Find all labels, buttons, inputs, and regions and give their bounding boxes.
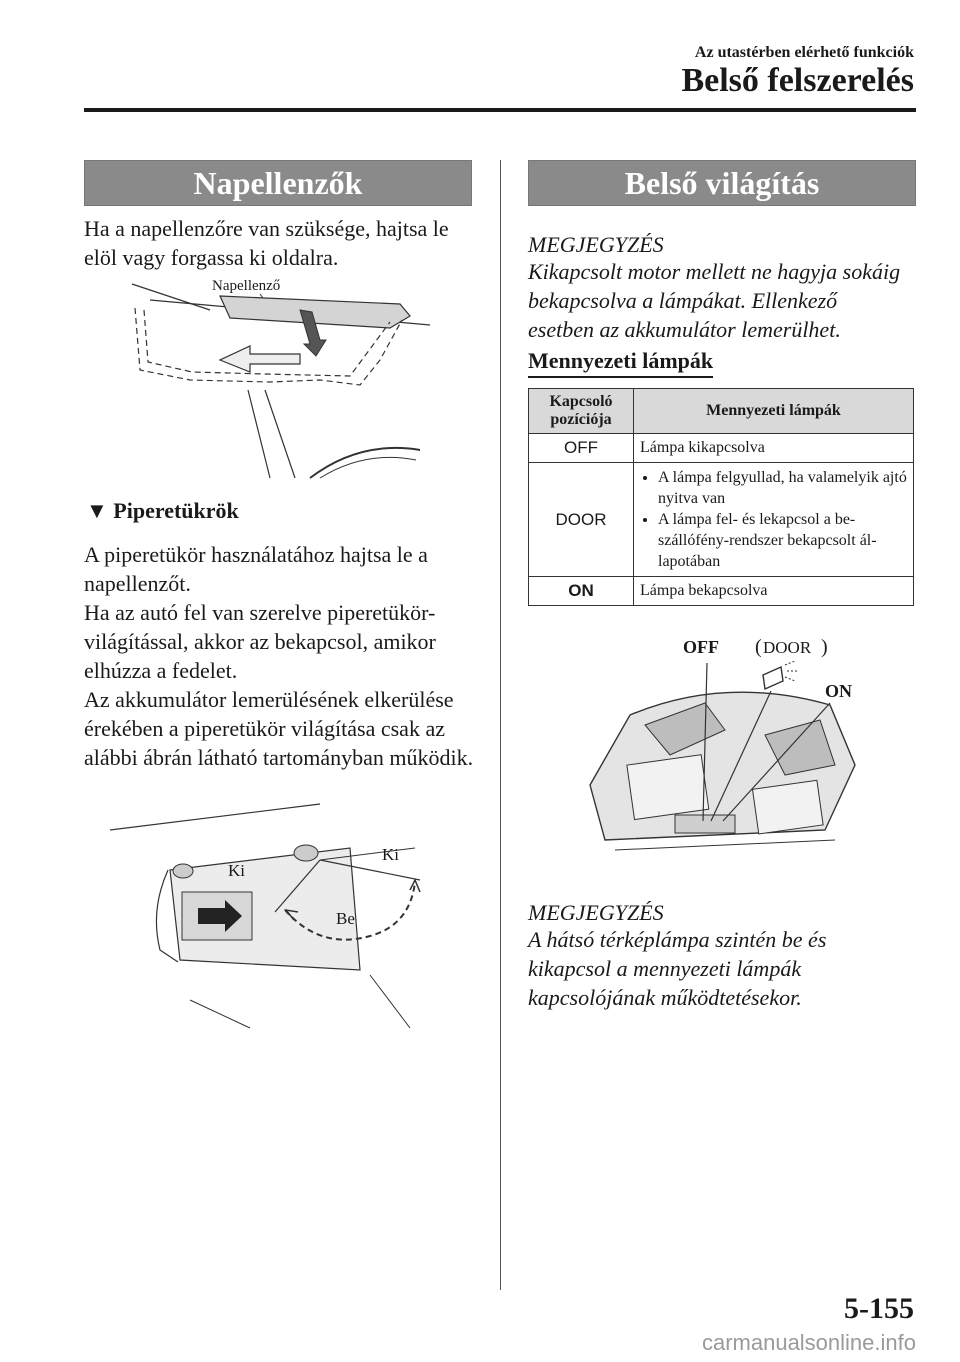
column-divider (500, 160, 501, 1290)
section-title-napellenzok: Napellenzők (84, 160, 472, 206)
lamp-state-text: Lámpa bekapcsolva (634, 577, 914, 606)
vanity-mirror-illustration (110, 800, 440, 1030)
note1-text: Kikapcsolt motor mellett ne hagyja sokáig bekapcsolva a lámpákat. Ellenkező esetben az akkumulátor lemerülhet. (528, 259, 901, 342)
table-col-header-position: Kapcsoló pozíciója (529, 389, 634, 434)
vanity-para-1: A piperetükör használatához hajtsa le a napellenzőt. (84, 542, 428, 596)
console-label-on: ON (825, 681, 852, 701)
note2-heading: MEGJEGYZÉS (528, 900, 664, 925)
table-row (529, 463, 914, 577)
table-row (529, 434, 914, 463)
sunvisor-intro: Ha a napellenzőre van szüksége, hajtsa le elöl vagy forgassa ki oldalra. (84, 216, 449, 270)
chapter-subtitle: Az utastérben elérhető funkciók (694, 44, 914, 61)
note1-heading: MEGJEGYZÉS (528, 232, 664, 257)
switch-position-door: DOOR (529, 463, 634, 577)
lamp-state-text: Lámpa kikapcsolva (634, 434, 914, 463)
subsection-heading (86, 498, 239, 524)
mirror-label-ki-right: Ki (382, 845, 399, 864)
table-row (529, 577, 914, 606)
list-item: • A lámpa fel- és lekapcsol a be-szállófény-rendszer bekapcsolt ál-lapotában (658, 509, 907, 572)
mirror-label-be: Be (336, 909, 355, 928)
sunvisor-figure-label: Napellenző (212, 278, 281, 294)
sunvisor-illustration (120, 270, 440, 480)
mirror-label-ki-left: Ki (228, 861, 245, 880)
page-number: 5-155 (844, 1292, 914, 1325)
table-header-row (529, 389, 914, 434)
triangle-marker-icon: ▼ (86, 498, 108, 523)
svg-text:): ) (821, 636, 828, 658)
switch-position-off: OFF (529, 434, 634, 463)
section-title-belso-vilagitas: Belső világítás (528, 160, 916, 206)
overhead-console-illustration (575, 625, 875, 875)
header-rule (84, 108, 916, 112)
ceiling-lamps-table (528, 388, 914, 606)
switch-position-on: ON (529, 577, 634, 606)
watermark: carmanualsonline.info (701, 1330, 916, 1355)
table-col-header-lamps: Mennyezeti lámpák (634, 389, 914, 434)
vanity-para-3: Az akkumulátor lemerülésének elkerülése érekében a piperetükör világítása csak az alábbi ábrán látható tartományban működik. (84, 687, 474, 770)
chapter-title: Belső felszerelés (681, 62, 914, 99)
door-lamp-icon (763, 661, 799, 689)
console-label-door: DOOR (763, 638, 812, 657)
console-label-off: OFF (683, 637, 719, 657)
lamp-state-list (634, 463, 914, 577)
note2-text: A hátsó térképlámpa szintén be és kikapcsol a mennyezeti lámpák kapcsolójának működtetésekor. (528, 927, 827, 1010)
vanity-para-2: Ha az autó fel van szerelve piperetükör-világítással, akkor az bekapcsol, amikor elhúzza a fedelet. (84, 600, 436, 683)
list-item: • A lámpa felgyullad, ha valamelyik ajtó nyitva van (658, 467, 907, 509)
ceiling-lamps-heading: Mennyezeti lámpák (528, 348, 713, 374)
svg-text:(: ( (755, 636, 762, 658)
subsection-title: Piperetükrök (113, 498, 239, 523)
